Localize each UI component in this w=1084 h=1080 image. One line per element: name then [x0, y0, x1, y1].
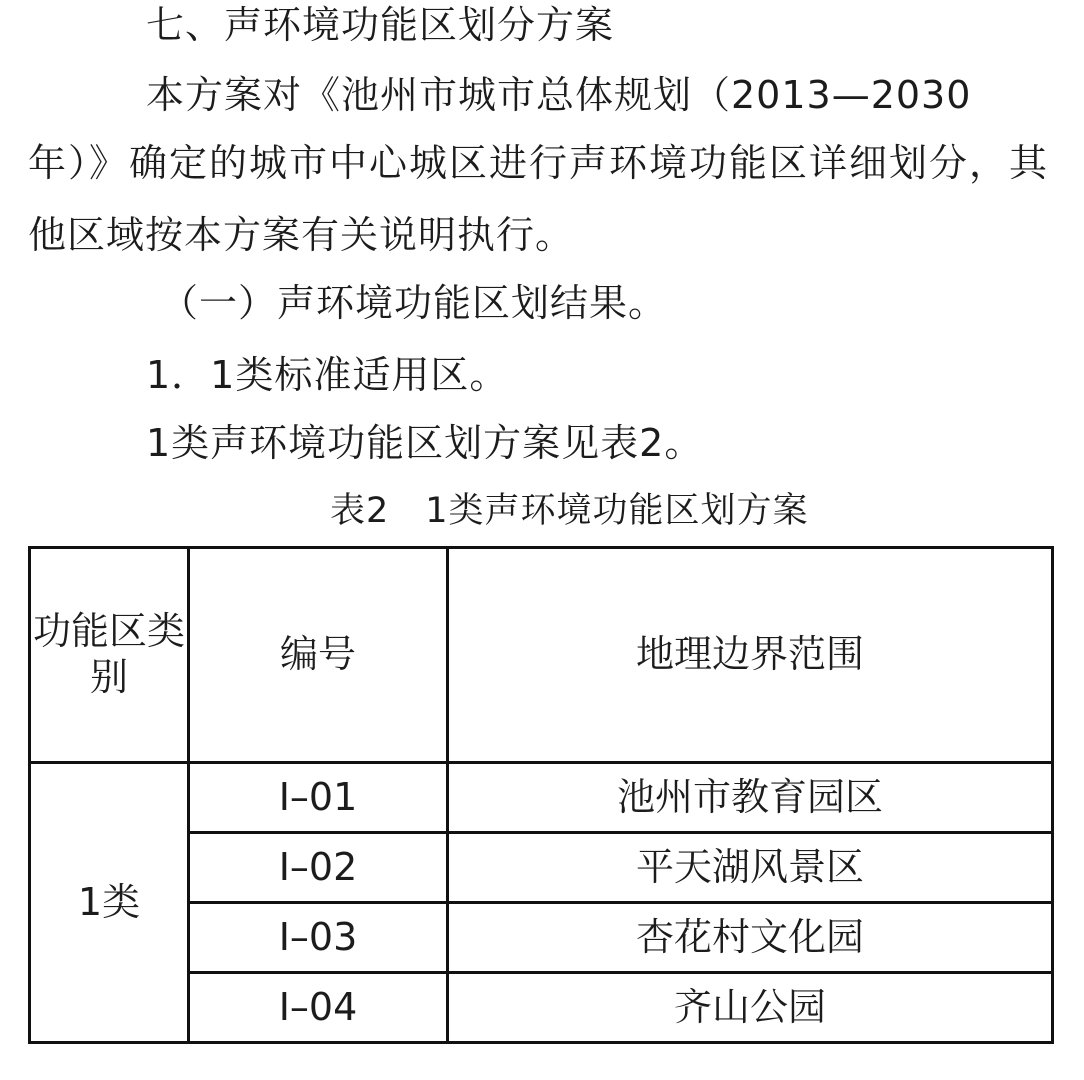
- boundary-cell: 池州市教育园区: [448, 763, 1053, 833]
- list-item-text: 1类声环境功能区划方案见表2。: [146, 421, 704, 465]
- table-header-row: [30, 548, 1053, 763]
- code-cell: Ⅰ–04: [189, 973, 448, 1043]
- code-cell: Ⅰ–03: [189, 903, 448, 973]
- zoning-table: [28, 546, 1054, 1044]
- subheading: （一）声环境功能区划结果。: [160, 281, 668, 325]
- paragraph-line-2: 年）》确定的城市中心城区进行声环境功能区详细划分，其: [28, 141, 1050, 185]
- code-cell: Ⅰ–01: [189, 763, 448, 833]
- boundary-cell: 杏花村文化园: [448, 903, 1053, 973]
- category-cell: 1类: [30, 763, 189, 1043]
- header-category: 功能区类别: [30, 548, 189, 763]
- list-item-heading: 1．1类标准适用区。: [146, 353, 509, 397]
- header-boundary: 地理边界范围: [448, 548, 1053, 763]
- table-row: [30, 763, 1053, 833]
- paragraph-line-1: 本方案对《池州市城市总体规划（2013—2030: [146, 73, 972, 117]
- section-heading: 七、声环境功能区划分方案: [146, 3, 615, 47]
- boundary-cell: 齐山公园: [448, 973, 1053, 1043]
- header-code: 编号: [189, 548, 448, 763]
- boundary-cell: 平天湖风景区: [448, 833, 1053, 903]
- table-caption: 表2 1类声环境功能区划方案: [330, 491, 809, 531]
- paragraph-line-3: 他区域按本方案有关说明执行。: [28, 213, 575, 257]
- code-cell: Ⅰ–02: [189, 833, 448, 903]
